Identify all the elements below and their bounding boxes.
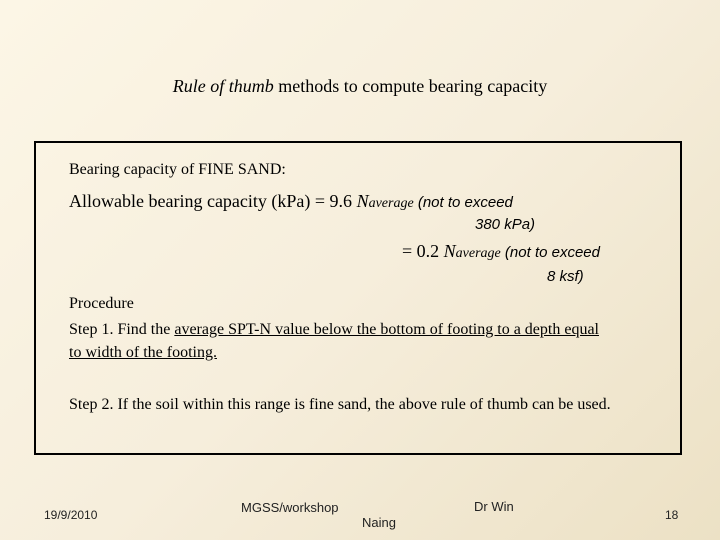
step-1-line-1 [69,321,599,339]
slide-title [0,76,720,97]
formula-line-1 [69,191,513,212]
footer-author-first: Dr Win [474,499,514,514]
fine-sand-heading: Bearing capacity of FINE SAND: [69,161,286,178]
title-rest: methods to compute bearing capacity [273,76,548,96]
formula1-sub: average [368,196,414,211]
formula-line-2 [402,241,600,262]
formula1-cond1: (not to exceed [413,194,513,211]
footer-author-last: Naing [362,515,396,530]
step-1-line-2: to width of the footing. [69,344,217,361]
step1-prefix: Step 1. Find the [69,321,175,338]
formula2-cond1: (not to exceed [500,244,600,261]
title-italic: Rule of thumb [172,76,274,96]
page-number: 18 [665,508,679,522]
footer-date: 19/9/2010 [44,508,98,522]
content-box [34,141,682,455]
step-2: Step 2. If the soil within this range is fine sand, the above rule of thumb can be used. [69,396,611,413]
formula1-cond2: 380 kPa) [475,216,536,233]
step1-underlined-1: average SPT-N value below the bottom of footing to a depth equal [174,321,599,338]
formula2-cond2: 8 ksf) [547,268,584,285]
footer-organization: MGSS/workshop [241,500,339,515]
formula2-n: N [443,241,456,261]
formula1-n: N [356,191,369,211]
formula2-lead: = 0.2 [402,241,444,261]
procedure-label: Procedure [69,295,134,312]
formula1-lead: Allowable bearing capacity (kPa) = 9.6 [69,191,357,211]
formula2-sub: average [455,246,501,261]
